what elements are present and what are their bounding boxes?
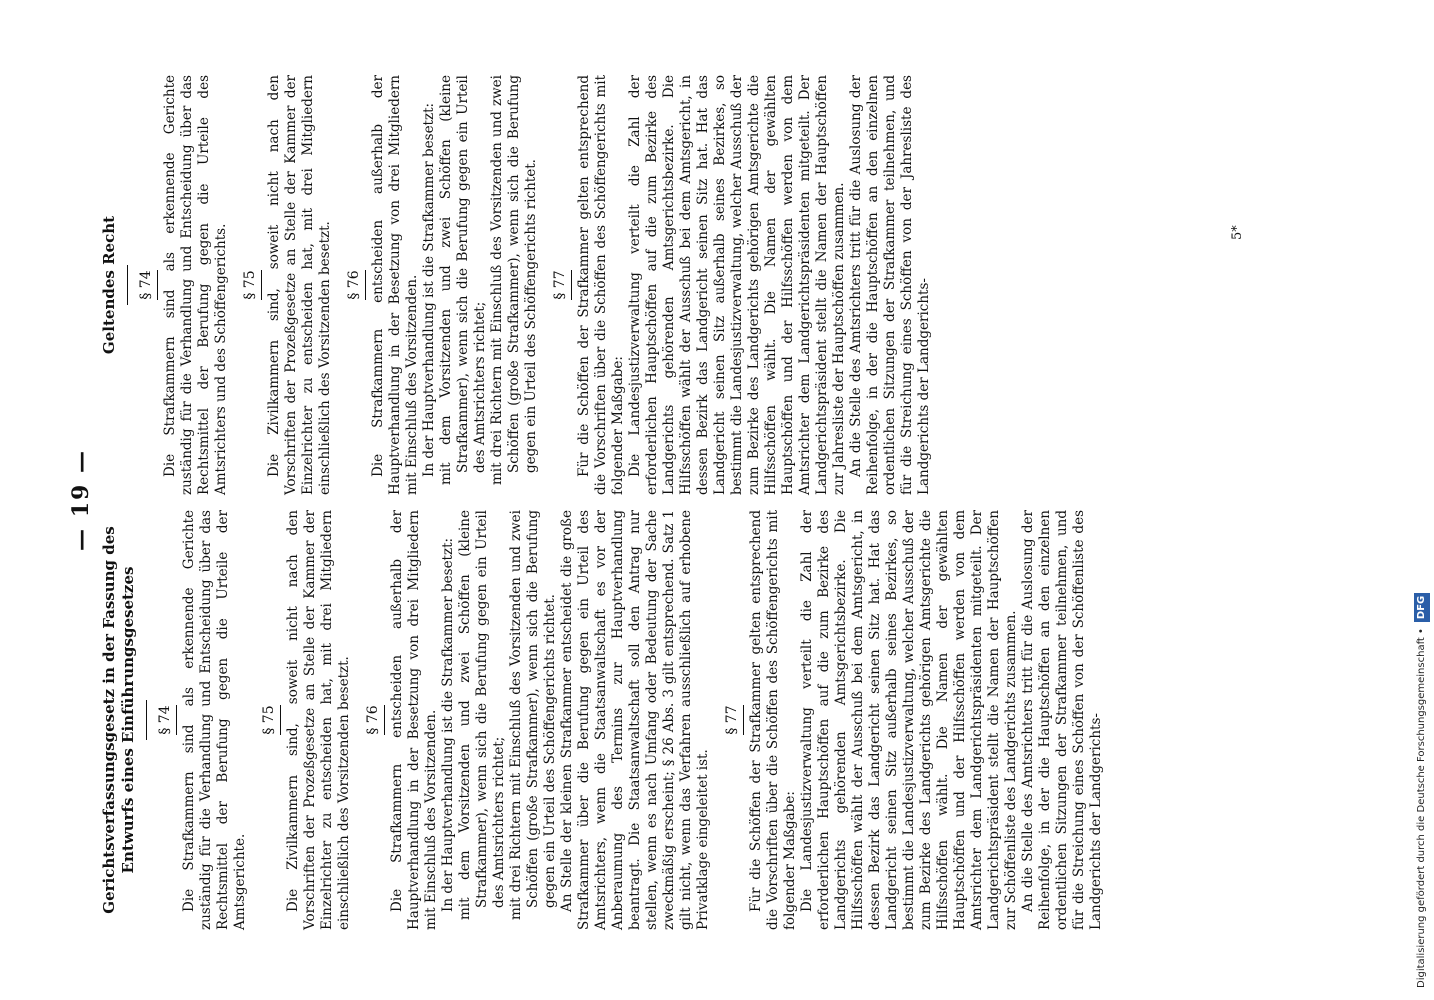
paragraph: Die Landesjustizverwaltung verteilt die Zahl der erforderlichen Hauptschöffen auf die zum Bezirke des Landgerichts gehörenden Amtsgerichtsbezirke. Die Hilfsschöffen wählt der Ausschuß bei dem Amtsgericht, in dessen Bezirk das Landgericht seinen Sitz hat. Hat das Landgericht seinen Sitz außerhalb seines Bezirkes, so bestimmt die Landesjustizverwaltung, welcher Ausschuß der zum Bezirke des Landgerichts gehörigen Amtsgerichte die Hilfsschöffen wählt. Die Namen der gewählten Hauptschöffen und der Hilfsschöffen werden von dem Amtsrichter dem Landgerichtspräsidenten mitgeteilt. Der Landgerichtspräsident stellt die Namen der Hauptschöffen zur Schöffenliste des Landgerichts zusammen. xyxy=(799,510,1019,930)
digitization-strip xyxy=(1414,8,1430,988)
section-right-0 xyxy=(138,75,230,495)
paragraph: mit dem Vorsitzenden und zwei Schöffen (kleine Strafkammer), wenn sich die Berufung gegen ein Urteil des Amtsrichters richtet; xyxy=(438,75,488,485)
section-rule xyxy=(176,705,177,735)
section-heading: § 77 xyxy=(552,270,568,300)
paragraph: Die Zivilkammern sind, soweit nicht nach den Vorschriften der Prozeßgesetze an Stelle der Kammer der Einzelrichter zu entscheiden hat, mit drei Mitgliedern einschließlich des Vorsitzenden besetzt. xyxy=(266,75,333,495)
paragraph: In der Hauptverhandlung ist die Strafkammer besetzt: xyxy=(440,537,456,912)
right-title-line-1: Geltendes Recht xyxy=(100,215,118,355)
left-column-title xyxy=(100,510,138,930)
section-rule xyxy=(261,270,262,300)
section-rule xyxy=(384,705,385,735)
paragraph: An Stelle der kleinen Strafkammer entscheidet die große Strafkammer über die Berufung gegen ein Urteil des Amtsrichters, wenn die Staatsanwaltschaft es vor der Anberaumung des Termins zur Hauptverhandlung beantragt. Die Staatsanwaltschaft soll den Antrag nur stellen, wenn es nach Umfang oder Bedeutung der Sache zweckmäßig erscheint; § 26 Abs. 3 gilt entsprechend. Satz 1 gilt nicht, wenn das Verfahren ausschließlich auf erhobene Privatklage eingeleitet ist. xyxy=(559,510,711,930)
left-sections xyxy=(157,510,1105,930)
right-column-title xyxy=(100,75,119,495)
paragraph: mit drei Richtern mit Einschluß des Vorsitzenden und zwei Schöffen (große Strafkammer), wenn sich die Berufung gegen ein Urteil des Schöffengerichts richtet. xyxy=(508,510,558,920)
section-right-1 xyxy=(242,75,334,495)
section-heading: § 74 xyxy=(138,270,154,300)
paragraph: Die Landesjustizverwaltung verteilt die Zahl der erforderlichen Hauptschöffen auf die zum Bezirke des Landgerichts gehörenden Amtsgerichtsbezirke. Die Hilfsschöffen wählt der Ausschuß bei dem Amtsgericht, in dessen Bezirk das Landgericht seinen Sitz hat. Hat das Landgericht seinen Sitz außerhalb seines Bezirkes, so bestimmt die Landesjustizverwaltung, welcher Ausschuß der zum Bezirke des Landgerichts gehörigen Amtsgerichte die Hilfsschöffen wählt. Die Namen der gewählten Hauptschöffen und der Hilfsschöffen werden von dem Amtsrichter dem Landgerichtspräsidenten mitgeteilt. Der Landgerichtspräsident stellt die Namen der Hauptschöffen zur Jahresliste der Hauptschöffen zusammen. xyxy=(627,75,847,495)
section-left-1 xyxy=(261,510,353,930)
section-heading: § 75 xyxy=(242,270,258,300)
section-heading: § 76 xyxy=(365,705,381,735)
section-heading: § 77 xyxy=(724,705,740,735)
paragraph: In der Hauptverhandlung ist die Strafkammer besetzt: xyxy=(421,102,437,477)
section-rule xyxy=(157,270,158,300)
section-heading: § 76 xyxy=(346,270,362,300)
paragraph: Für die Schöffen der Strafkammer gelten entsprechend die Vorschriften über die Schöffen des Schöffengerichts mit folgender Maßgabe: xyxy=(576,75,626,495)
section-left-2 xyxy=(365,510,712,930)
left-title-line-2: Entwurfs eines Einführungsgesetzes xyxy=(119,566,137,874)
paragraph: Die Strafkammern sind als erkennende Gerichte zuständig für die Verhandlung und Entscheidung über das Rechtsmittel der Berufung gegen die Urteile der Amtsgerichte. xyxy=(181,510,248,930)
left-column xyxy=(100,510,1117,930)
digitization-note-text: Digitalisierung gefördert durch die Deutsche Forschungsgemeinschaft • xyxy=(1416,628,1427,988)
title-rule xyxy=(146,700,147,740)
left-title-line-1: Gerichtsverfassungsgesetz in der Fassung des xyxy=(100,526,118,914)
right-sections xyxy=(138,75,933,495)
paragraph: Die Strafkammern entscheiden außerhalb der Hauptverhandlung in der Besetzung von drei Mitgliedern mit Einschluß des Vorsitzenden. xyxy=(389,510,439,930)
paragraph: Die Zivilkammern sind, soweit nicht nach den Vorschriften der Prozeßgesetze an Stelle der Kammer der Einzelrichter zu entscheiden hat, mit drei Mitgliedern einschließlich des Vorsitzenden besetzt. xyxy=(285,510,352,930)
right-column xyxy=(100,75,945,495)
signature-mark: 5* xyxy=(1230,225,1245,240)
dfg-logo: DFG xyxy=(1414,593,1430,622)
page-number: — 19 — xyxy=(68,449,94,551)
section-rule xyxy=(365,270,366,300)
title-rule xyxy=(127,265,128,305)
section-left-0 xyxy=(157,510,249,930)
paragraph: mit dem Vorsitzenden und zwei Schöffen (kleine Strafkammer), wenn sich die Berufung gegen ein Urteil des Amtsrichters richtet; xyxy=(457,510,507,920)
digitization-note xyxy=(1414,8,1430,988)
section-heading: § 75 xyxy=(261,705,277,735)
paragraph: Die Strafkammern entscheiden außerhalb der Hauptverhandlung in der Besetzung von drei Mitgliedern mit Einschluß des Vorsitzenden. xyxy=(370,75,420,495)
paragraph: An die Stelle des Amtsrichters tritt für die Auslosung der Reihenfolge, in der die Hauptschöffen an den einzelnen ordentlichen Sitzungen der Strafkammer teilnehmen, und für die Streichung eines Schöffen von der Jahresliste des Landgerichts der Landgerichts- xyxy=(848,75,932,495)
section-rule xyxy=(280,705,281,735)
section-rule xyxy=(743,705,744,735)
paragraph: Für die Schöffen der Strafkammer gelten entsprechend die Vorschriften über die Schöffen des Schöffengerichts mit folgender Maßgabe: xyxy=(748,510,798,930)
section-right-3 xyxy=(552,75,933,495)
section-heading: § 74 xyxy=(157,705,173,735)
paragraph: Die Strafkammern sind als erkennende Gerichte zuständig für die Verhandlung und Entscheidung über das Rechtsmittel der Berufung gegen die Urteile des Amtsrichters und des Schöffengerichts. xyxy=(162,75,229,495)
paragraph: An die Stelle des Amtsrichters tritt für die Auslosung der Reihenfolge, in der die Hauptschöffen an den einzelnen ordentlichen Sitzungen der Strafkammer teilnehmen, und für die Streichung eines Schöffen von der Schöffenliste des Landgerichts der Landgerichts- xyxy=(1020,510,1104,930)
section-right-2 xyxy=(346,75,540,495)
section-left-3 xyxy=(724,510,1105,930)
section-rule xyxy=(571,270,572,300)
paragraph: mit drei Richtern mit Einschluß des Vorsitzenden und zwei Schöffen (große Strafkammer), wenn sich die Berufung gegen ein Urteil des Schöffengerichts richtet. xyxy=(489,75,539,485)
